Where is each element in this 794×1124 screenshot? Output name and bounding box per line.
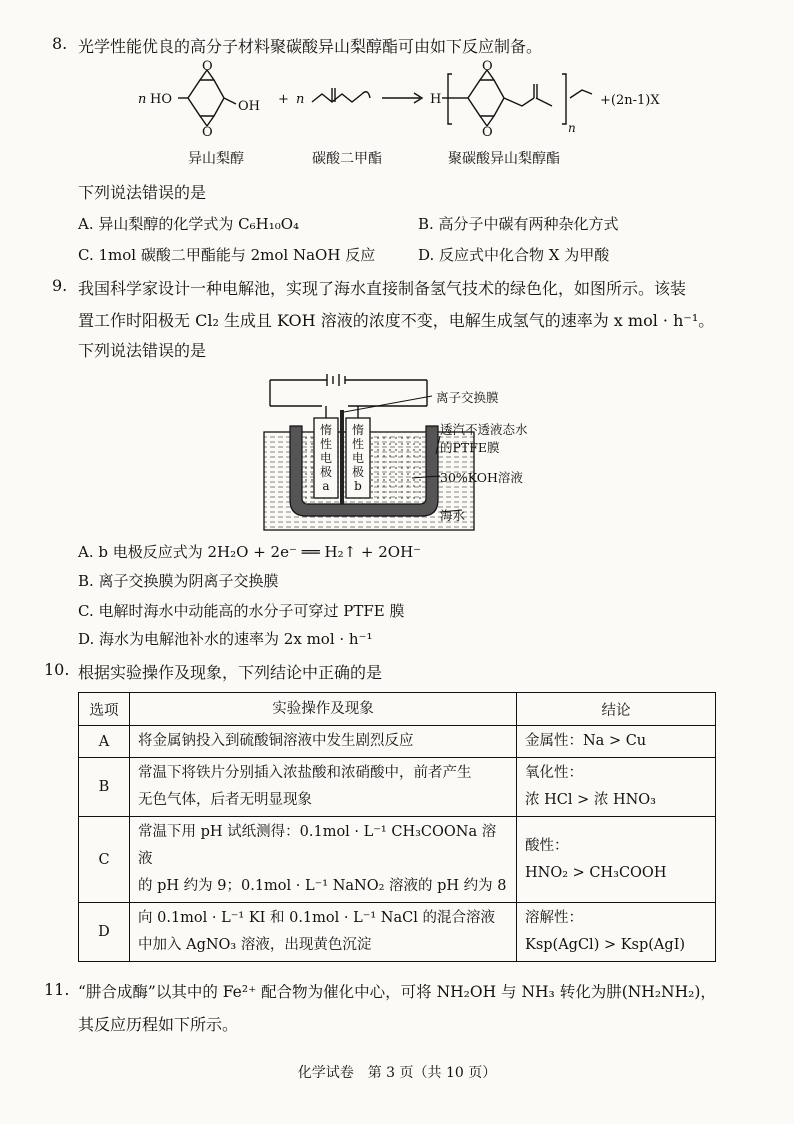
q9-option-b: B. 离子交换膜为阴离子交换膜 [78, 572, 279, 590]
row-c-conclusion [517, 817, 716, 903]
o-top: O [202, 59, 213, 74]
q8-number: 8. [52, 34, 68, 53]
coef-n2: n [296, 92, 305, 107]
electrode-b-char5: b [354, 479, 362, 493]
row-b-conclusion [517, 758, 716, 817]
plus-sign: + [278, 92, 289, 107]
row-b-op2: 无色气体，后者无明显现象 [138, 792, 312, 808]
row-b-op1: 常温下将铁片分别插入浓盐酸和浓硝酸中，前者产生 [138, 765, 472, 781]
page-footer: 化学试卷 第 3 页（共 10 页） [297, 1065, 497, 1081]
row-a-operation [130, 726, 517, 758]
table-header-row [79, 693, 716, 726]
coef-n1: n [138, 92, 147, 107]
electrode-b-char4: 极 [351, 465, 365, 479]
q8-option-b: B. 高分子中碳有两种杂化方式 [418, 215, 619, 233]
table-row [79, 758, 716, 817]
q8-reaction-scheme [130, 58, 690, 148]
q9-stem-line2: 置工作时阳极无 Cl₂ 生成且 KOH 溶液的浓度不变，电解生成氢气的速率为 x mol · h⁻¹。 [78, 311, 715, 330]
row-c-op1: 常温下用 pH 试纸测得：0.1mol · L⁻¹ CH₃COONa 溶液 [138, 824, 497, 867]
q8-option-d: D. 反应式中化合物 X 为甲酸 [418, 246, 610, 264]
o-bottom2: O [482, 125, 493, 140]
label-koh: 30%KOH溶液 [440, 470, 523, 485]
electrode-b-char3: 电 [351, 451, 365, 465]
row-d-op2: 中加入 AgNO₃ 溶液，出现黄色沉淀 [138, 937, 372, 953]
q8-stem: 光学性能优良的高分子材料聚碳酸异山梨醇酯可由如下反应制备。 [78, 37, 543, 56]
row-a-c1: 金属性：Na > Cu [525, 733, 647, 749]
row-c-operation [130, 817, 517, 903]
label-polymer: 聚碳酸异山梨醇酯 [448, 151, 560, 167]
q10-stem: 根据实验操作及现象，下列结论中正确的是 [78, 663, 383, 682]
row-c-op2: 的 pH 约为 9；0.1mol · L⁻¹ NaNO₂ 溶液的 pH 约为 8 [138, 878, 507, 894]
row-a-conclusion [517, 726, 716, 758]
electrolysis-cell-diagram [262, 370, 552, 535]
label-dmc: 碳酸二甲酯 [312, 151, 382, 167]
o-top2: O [482, 59, 493, 74]
row-b-option: B [79, 758, 130, 817]
electrode-a-char5: a [322, 479, 330, 493]
header-option: 选项 [79, 693, 130, 726]
row-d-c1: 溶解性： [525, 910, 583, 926]
electrode-a-char2: 性 [319, 437, 333, 451]
row-d-op1: 向 0.1mol · L⁻¹ KI 和 0.1mol · L⁻¹ NaCl 的混合溶液 [138, 910, 495, 926]
q9-option-a: A. b 电极反应式为 2H₂O + 2e⁻ ══ H₂↑ + 2OH⁻ [78, 543, 422, 561]
row-c-c1: 酸性： [525, 837, 569, 854]
q9-option-d: D. 海水为电解池补水的速率为 2x mol · h⁻¹ [78, 630, 373, 648]
label-seawater: 海水 [440, 508, 466, 523]
row-b-c2: 浓 HCl > 浓 HNO₃ [525, 792, 656, 808]
row-b-c1: 氧化性： [525, 765, 583, 781]
row-c-c2: HNO₂ > CH₃COOH [525, 864, 667, 881]
q11-line2: 其反应历程如下所示。 [78, 1015, 239, 1034]
h-label: H [430, 92, 442, 107]
row-d-c2: Ksp(AgCl) > Ksp(AgI) [525, 937, 686, 953]
ho-label: HO [150, 92, 172, 107]
label-isosorbide: 异山梨醇 [188, 151, 244, 167]
electrode-b-char1: 惰 [351, 423, 365, 437]
electrode-a-char1: 惰 [319, 423, 333, 437]
electrode-a-char4: 极 [319, 465, 333, 479]
row-d-conclusion [517, 903, 716, 962]
oh-label: OH [238, 99, 260, 114]
q11-number: 11. [44, 980, 70, 999]
o-bottom: O [202, 125, 213, 140]
label-membrane: 离子交换膜 [436, 390, 499, 405]
q8-question: 下列说法错误的是 [78, 183, 207, 202]
header-operation: 实验操作及现象 [130, 693, 517, 726]
table-row [79, 726, 716, 758]
row-b-operation [130, 758, 517, 817]
row-d-operation [130, 903, 517, 962]
label-ptfe-line2: 的PTFE膜 [440, 440, 500, 455]
sub-n: n [568, 121, 576, 135]
row-c-option: C [79, 817, 130, 903]
electrode-b-char2: 性 [351, 437, 365, 451]
q8-option-c: C. 1mol 碳酸二甲酯能与 2mol NaOH 反应 [78, 246, 376, 264]
header-conclusion: 结论 [517, 693, 716, 726]
row-a-option: A [79, 726, 130, 758]
q9-number: 9. [52, 276, 68, 295]
electrode-a-char3: 电 [319, 451, 333, 465]
table-row [79, 903, 716, 962]
q11-line1: “肼合成酶”以其中的 Fe²⁺ 配合物为催化中心，可将 NH₂OH 与 NH₃ 转化为肼(NH₂NH₂)， [78, 983, 716, 1001]
q8-option-a: A. 异山梨醇的化学式为 C₆H₁₀O₄ [78, 215, 300, 233]
q9-stem-line1: 我国科学家设计一种电解池，实现了海水直接制备氢气技术的绿色化，如图所示。该装 [78, 279, 687, 298]
table-row [79, 817, 716, 903]
row-d-option: D [79, 903, 130, 962]
label-ptfe-line1: 透汽不透液态水 [440, 422, 528, 437]
product-extra: +(2n-1)X [600, 93, 660, 108]
experiment-table [78, 692, 716, 962]
q9-option-c: C. 电解时海水中动能高的水分子可穿过 PTFE 膜 [78, 602, 405, 620]
q9-question: 下列说法错误的是 [78, 341, 207, 360]
row-a-op1: 将金属钠投入到硫酸铜溶液中发生剧烈反应 [138, 733, 414, 749]
q10-number: 10. [44, 660, 70, 679]
